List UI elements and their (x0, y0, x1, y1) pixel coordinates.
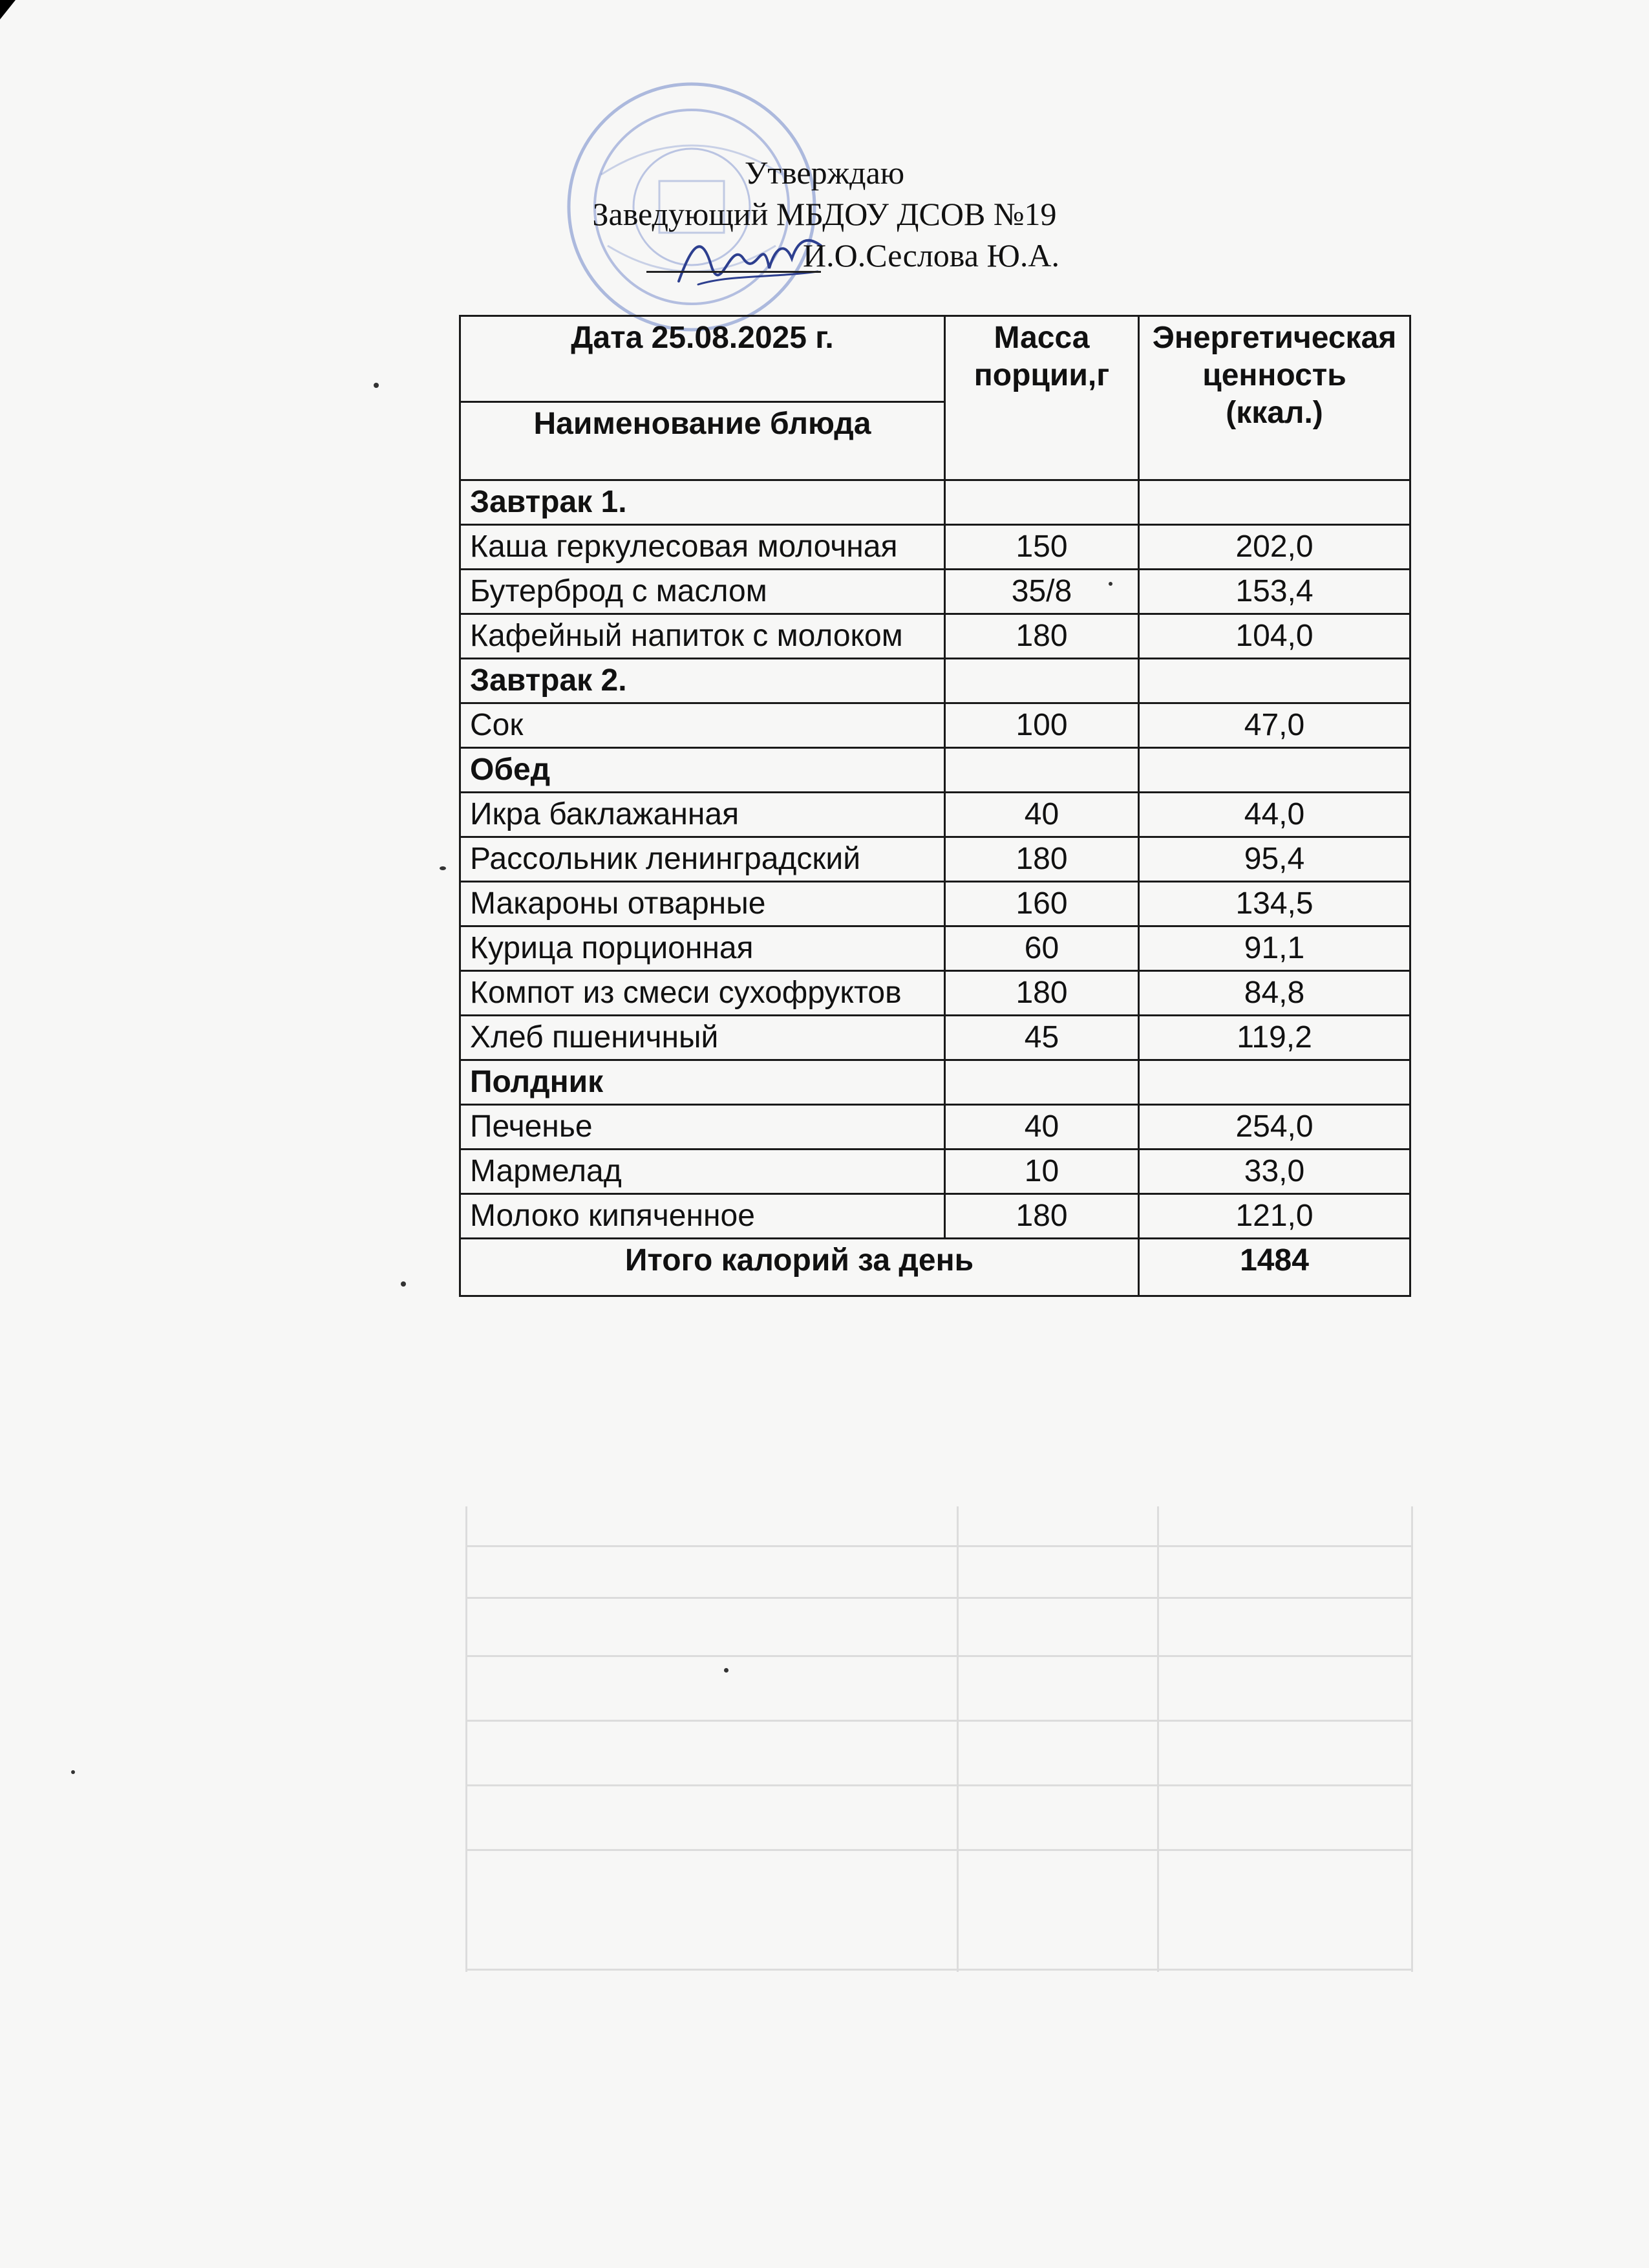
dish-kcal: 95,4 (1139, 837, 1410, 882)
dish-mass: 180 (945, 971, 1139, 1016)
dish-row (460, 926, 1410, 971)
dish-kcal: 153,4 (1139, 570, 1410, 614)
dish-name: Компот из смеси сухофруктов (460, 971, 945, 1016)
dish-mass: 60 (945, 926, 1139, 971)
section-title: Обед (460, 748, 945, 793)
dish-row (460, 882, 1410, 926)
dish-row (460, 525, 1410, 570)
section-row (460, 1060, 1410, 1105)
section-title: Полдник (460, 1060, 945, 1105)
dish-row (460, 614, 1410, 659)
scan-speck (724, 1668, 729, 1673)
dish-mass: 10 (945, 1150, 1139, 1194)
dish-kcal: 91,1 (1139, 926, 1410, 971)
bleed-through-shadow (465, 1506, 1409, 1972)
approver-position: Заведующий МБДОУ ДСОВ №19 (592, 196, 1057, 232)
scan-speck (71, 1770, 75, 1774)
scan-speck (1109, 582, 1112, 586)
header-mass: Масса порции,г (945, 316, 1139, 480)
dish-row (460, 837, 1410, 882)
approval-block (0, 152, 1649, 276)
dish-mass: 35/8 (945, 570, 1139, 614)
dish-mass: 100 (945, 703, 1139, 748)
dish-name: Бутерброд с маслом (460, 570, 945, 614)
section-row (460, 480, 1410, 525)
dish-kcal: 44,0 (1139, 793, 1410, 837)
dish-row (460, 570, 1410, 614)
header-date: Дата 25.08.2025 г. (460, 316, 945, 402)
approver-name-line (0, 235, 1649, 276)
dish-name: Курица порционная (460, 926, 945, 971)
dish-row (460, 703, 1410, 748)
dish-kcal: 254,0 (1139, 1105, 1410, 1150)
dish-name: Кафейный напиток с молоком (460, 614, 945, 659)
scan-speck (374, 383, 379, 388)
dish-row (460, 1194, 1410, 1239)
dish-mass: 180 (945, 1194, 1139, 1239)
bleed-through-col (1157, 1506, 1159, 1972)
header-energy-line2: ценность (1202, 358, 1346, 392)
dish-kcal (1139, 659, 1410, 703)
dish-kcal: 202,0 (1139, 525, 1410, 570)
dish-name: Сок (460, 703, 945, 748)
dish-row (460, 793, 1410, 837)
dish-name: Мармелад (460, 1150, 945, 1194)
dish-mass: 180 (945, 614, 1139, 659)
scan-corner-mark (0, 0, 16, 19)
dish-mass (945, 480, 1139, 525)
bleed-through-col (957, 1506, 959, 1972)
dish-mass: 180 (945, 837, 1139, 882)
dish-kcal: 47,0 (1139, 703, 1410, 748)
header-dish-name: Наименование блюда (460, 402, 945, 480)
header-energy-line3: (ккал.) (1226, 396, 1323, 430)
dish-kcal (1139, 748, 1410, 793)
total-label: Итого калорий за день (460, 1239, 1139, 1296)
signature-rule (646, 271, 821, 273)
dish-mass (945, 748, 1139, 793)
dish-mass (945, 659, 1139, 703)
dish-kcal: 104,0 (1139, 614, 1410, 659)
dish-name: Икра баклажанная (460, 793, 945, 837)
approver-name: И.О.Сеслова Ю.А. (803, 237, 1059, 273)
dish-row (460, 1105, 1410, 1150)
approval-title: Утверждаю (744, 155, 905, 191)
dish-kcal: 134,5 (1139, 882, 1410, 926)
dish-name: Макароны отварные (460, 882, 945, 926)
dish-mass: 150 (945, 525, 1139, 570)
dish-name: Хлеб пшеничный (460, 1016, 945, 1060)
scan-speck (401, 1281, 406, 1287)
menu-table (459, 315, 1411, 1297)
dish-name: Каша геркулесовая молочная (460, 525, 945, 570)
dish-kcal: 121,0 (1139, 1194, 1410, 1239)
header-row-date (460, 316, 1410, 402)
section-title: Завтрак 1. (460, 480, 945, 525)
dish-row (460, 1150, 1410, 1194)
dish-name: Рассольник ленинградский (460, 837, 945, 882)
dish-kcal (1139, 480, 1410, 525)
bleed-through-grid (465, 1506, 1413, 1972)
dish-name: Печенье (460, 1105, 945, 1150)
dish-mass: 45 (945, 1016, 1139, 1060)
dish-mass: 40 (945, 793, 1139, 837)
section-row (460, 748, 1410, 793)
dish-name: Молоко кипяченное (460, 1194, 945, 1239)
dish-mass: 160 (945, 882, 1139, 926)
dish-kcal: 33,0 (1139, 1150, 1410, 1194)
section-row (460, 659, 1410, 703)
scan-speck (440, 866, 446, 870)
header-energy-line1: Энергетическая (1152, 321, 1397, 355)
dish-row (460, 1016, 1410, 1060)
dish-kcal: 84,8 (1139, 971, 1410, 1016)
dish-mass: 40 (945, 1105, 1139, 1150)
total-row (460, 1239, 1410, 1296)
header-energy (1139, 316, 1410, 480)
total-value: 1484 (1139, 1239, 1410, 1296)
section-title: Завтрак 2. (460, 659, 945, 703)
dish-mass (945, 1060, 1139, 1105)
dish-kcal: 119,2 (1139, 1016, 1410, 1060)
dish-kcal (1139, 1060, 1410, 1105)
dish-row (460, 971, 1410, 1016)
